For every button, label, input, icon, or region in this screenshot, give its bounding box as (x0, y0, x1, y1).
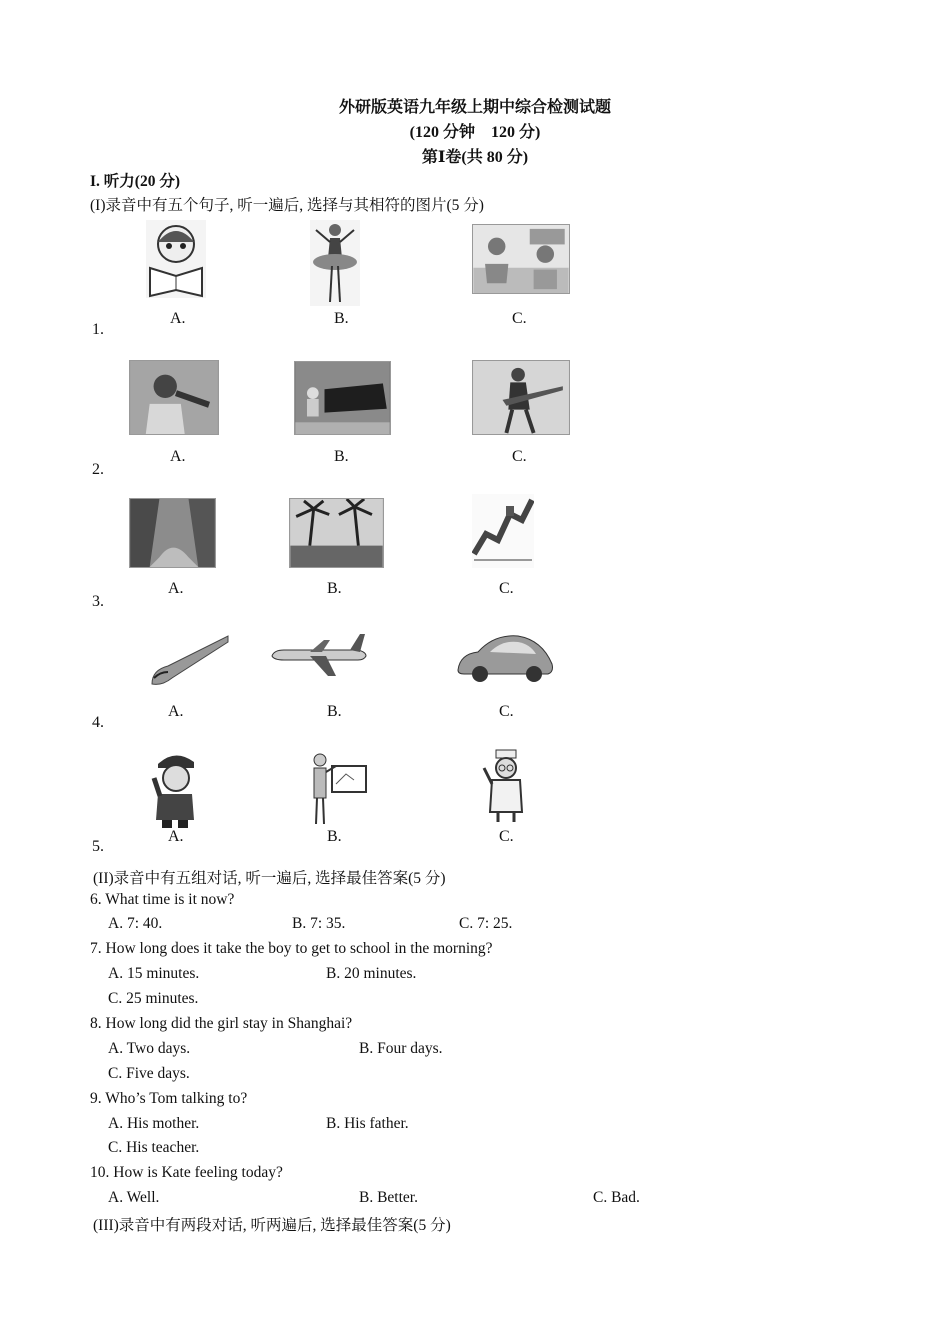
volume-heading: 第Ⅰ卷(共 80 分) (421, 149, 529, 166)
option-label: B. (334, 448, 349, 465)
answer-option: B. 20 minutes. (326, 965, 417, 982)
answer-option: C. 7: 25. (459, 915, 513, 932)
answer-option: B. Four days. (359, 1040, 443, 1057)
part2-instruction: (II)录音中有五组对话, 听一遍后, 选择最佳答案(5 分) (93, 870, 446, 887)
question-number: 2. (92, 461, 104, 478)
palm-beach-image (289, 498, 384, 568)
answer-option: B. 7: 35. (292, 915, 346, 932)
doctor-image (480, 748, 532, 824)
car-image (454, 630, 558, 684)
question-number: 5. (92, 838, 104, 855)
teacher-at-board-image (306, 752, 368, 828)
answer-option: A. Two days. (108, 1040, 191, 1057)
airplane-image (270, 630, 368, 678)
question-stem: 8. How long did the girl stay in Shanghai? (90, 1015, 353, 1032)
question-number: 1. (92, 321, 104, 338)
option-label: C. (512, 310, 527, 327)
answer-option: C. Five days. (108, 1065, 190, 1082)
girl-playing-violin-image (129, 360, 219, 435)
question-stem: 7. How long does it take the boy to get to school in the morning? (90, 940, 493, 957)
option-label: C. (499, 828, 514, 845)
part3-instruction: (III)录音中有两段对话, 听两遍后, 选择最佳答案(5 分) (93, 1217, 451, 1234)
answer-option: B. Better. (359, 1189, 418, 1206)
option-label: A. (168, 703, 184, 720)
question-stem: 9. Who’s Tom talking to? (90, 1090, 248, 1107)
answer-option: A. His mother. (108, 1115, 200, 1132)
option-label: B. (327, 580, 342, 597)
canyon-image (129, 498, 216, 568)
person-playing-piano-image (294, 361, 391, 435)
section-heading-listening: I. 听力(20 分) (90, 173, 180, 190)
answer-option: B. His father. (326, 1115, 409, 1132)
option-label: A. (168, 580, 184, 597)
two-women-talking-image (472, 224, 570, 294)
option-label: C. (512, 448, 527, 465)
page-title: 外研版英语九年级上期中综合检测试题 (338, 99, 611, 116)
question-number: 3. (92, 593, 104, 610)
option-label: C. (499, 580, 514, 597)
question-number: 4. (92, 714, 104, 731)
policeman-image (150, 748, 200, 828)
answer-option: C. Bad. (593, 1189, 640, 1206)
part1-instruction: (I)录音中有五个句子, 听一遍后, 选择与其相符的图片(5 分) (90, 197, 484, 214)
answer-option: A. 7: 40. (108, 915, 163, 932)
option-label: A. (170, 448, 186, 465)
question-stem: 10. How is Kate feeling today? (90, 1164, 283, 1181)
great-wall-image (472, 494, 534, 568)
person-playing-guitar-image (472, 360, 570, 435)
option-label: A. (168, 828, 184, 845)
girl-reading-book-image (146, 220, 206, 298)
high-speed-train-image (150, 632, 230, 692)
answer-option: C. His teacher. (108, 1139, 200, 1156)
option-label: C. (499, 703, 514, 720)
answer-option: A. 15 minutes. (108, 965, 200, 982)
option-label: A. (170, 310, 186, 327)
answer-option: A. Well. (108, 1189, 160, 1206)
exam-duration-score: (120 分钟 120 分) (409, 124, 541, 141)
question-stem: 6. What time is it now? (90, 891, 235, 908)
answer-option: C. 25 minutes. (108, 990, 199, 1007)
option-label: B. (327, 703, 342, 720)
ballet-dancer-image (310, 220, 360, 306)
option-label: B. (334, 310, 349, 327)
option-label: B. (327, 828, 342, 845)
